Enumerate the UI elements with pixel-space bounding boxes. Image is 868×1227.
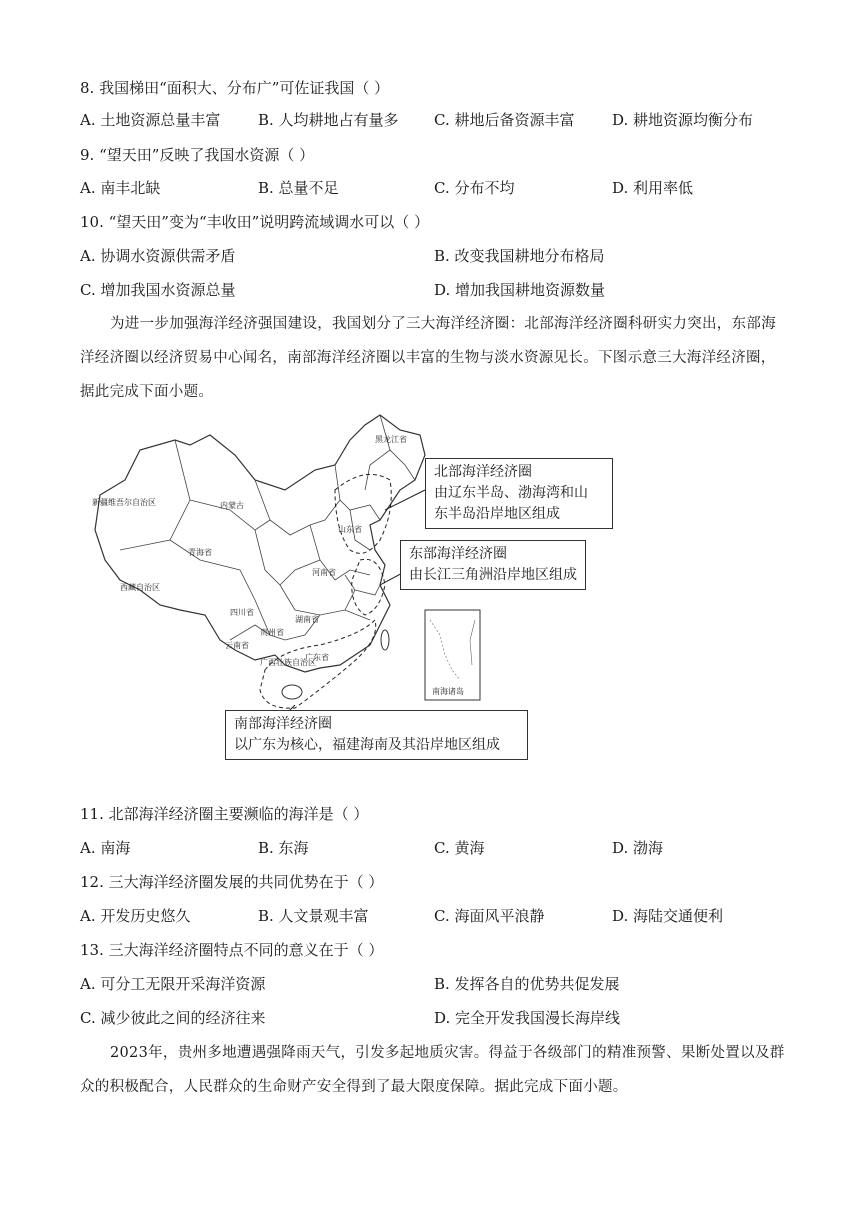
question-9-option-b: B. 总量不足: [258, 179, 339, 197]
north-callout-title: 北部海洋经济圈: [434, 464, 532, 480]
question-8-option-c: C. 耕地后备资源丰富: [434, 111, 575, 129]
question-8-option-d: D. 耕地资源均衡分布: [612, 111, 754, 129]
question-8-option-b: B. 人均耕地占有量多: [258, 111, 399, 129]
ocean-passage: 为进一步加强海洋经济强国建设，我国划分了三大海洋经济圈：北部海洋经济圈科研实力突出，东部海洋经济圈以经济贸易中心闻名，南部海洋经济圈以丰富的生物与淡水资源见长。下图示意三大海洋经济圈，据此完成下面小题。: [80, 316, 776, 400]
label-guizhou: 贵州省: [260, 628, 284, 637]
label-yunnan: 云南省: [225, 641, 249, 650]
question-12-stem: 12. 三大海洋经济圈发展的共同优势在于（ ）: [80, 873, 384, 891]
south-circle-callout: [225, 710, 528, 760]
north-circle-callout: [425, 458, 613, 529]
label-qinghai: 青海省: [188, 548, 212, 557]
label-heilongjiang: 黑龙江省: [375, 435, 407, 444]
question-11-stem: 11. 北部海洋经济圈主要濒临的海洋是（ ）: [80, 805, 369, 823]
question-12-option-a: A. 开发历史悠久: [80, 907, 191, 925]
question-8-option-a: A. 土地资源总量丰富: [80, 111, 221, 129]
question-9-stem: 9. “望天田”反映了我国水资源（ ）: [80, 146, 315, 164]
question-13-option-c: C. 减少彼此之间的经济往来: [80, 1009, 266, 1027]
question-12-option-c: C. 海面风平浪静: [434, 907, 545, 925]
south-callout-title: 南部海洋经济圈: [234, 716, 332, 732]
question-12-option-d: D. 海陆交通便利: [612, 907, 724, 925]
question-9-option-d: D. 利用率低: [612, 179, 694, 197]
question-10-option-c: C. 增加我国水资源总量: [80, 281, 236, 299]
label-hunan: 湖南省: [295, 615, 319, 624]
label-guangxi: 广西壮族自治区: [260, 658, 316, 667]
question-13-option-d: D. 完全开发我国漫长海岸线: [434, 1009, 621, 1027]
guizhou-passage: 2023年，贵州多地遭遇强降雨天气，引发多起地质灾害。得益于各级部门的精准预警、果断处置以及群众的积极配合，人民群众的生命财产安全得到了最大限度保障。据此完成下面小题。: [80, 1045, 785, 1095]
east-callout-title: 东部海洋经济圈: [409, 546, 507, 562]
label-guangdong: 广东省: [305, 653, 329, 662]
label-xinjiang: 新疆维吾尔自治区: [92, 498, 156, 507]
question-8-stem: 8. 我国梯田“面积大、分布广”可佐证我国（ ）: [80, 79, 390, 97]
label-sichuan: 四川省: [230, 608, 254, 617]
label-neimeng: 内蒙古: [220, 501, 244, 510]
question-10-option-a: A. 协调水资源供需矛盾: [80, 247, 236, 265]
question-10-stem: 10. “望天田”变为“丰收田”说明跨流域调水可以（ ）: [80, 213, 430, 231]
question-10-option-b: B. 改变我国耕地分布格局: [434, 247, 605, 265]
question-9-option-a: A. 南丰北缺: [80, 179, 161, 197]
label-xizang: 西藏自治区: [120, 583, 160, 592]
question-11-option-c: C. 黄海: [434, 839, 485, 857]
question-11-option-a: A. 南海: [80, 839, 131, 857]
china-ocean-economic-circles-map: [80, 410, 600, 770]
question-13-option-a: A. 可分工无限开采海洋资源: [80, 975, 266, 993]
question-12-option-b: B. 人文景观丰富: [258, 907, 369, 925]
question-10-option-d: D. 增加我国耕地资源数量: [434, 281, 606, 299]
north-callout-line1: 由辽东半岛、渤海湾和山: [434, 485, 588, 501]
north-callout-line2: 东半岛沿岸地区组成: [434, 506, 560, 522]
question-13-option-b: B. 发挥各自的优势共促发展: [434, 975, 620, 993]
south-callout-line1: 以广东为核心，福建海南及其沿岸地区组成: [234, 737, 500, 753]
inset-label: 南海诸岛: [432, 687, 464, 696]
question-11-option-d: D. 渤海: [612, 839, 664, 857]
east-circle-callout: [400, 540, 586, 590]
label-henan: 河南省: [312, 568, 336, 577]
question-13-stem: 13. 三大海洋经济圈特点不同的意义在于（ ）: [80, 941, 384, 959]
question-9-option-c: C. 分布不均: [434, 179, 515, 197]
east-callout-line1: 由长江三角洲沿岸地区组成: [409, 567, 577, 583]
question-11-option-b: B. 东海: [258, 839, 309, 857]
label-shandong: 山东省: [338, 525, 362, 534]
